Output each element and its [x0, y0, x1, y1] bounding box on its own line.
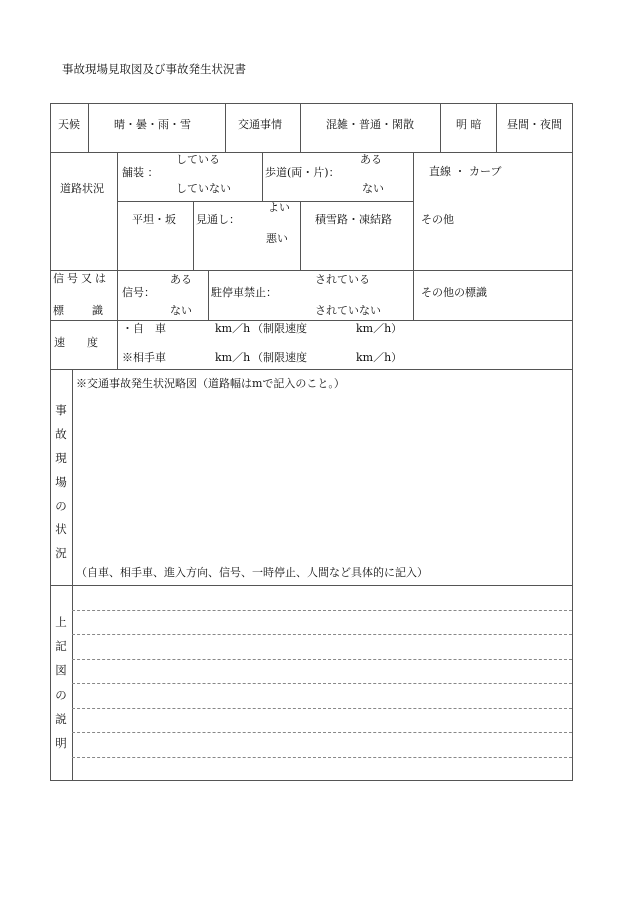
- weather-label: 天候: [58, 118, 80, 131]
- own-car-label: ・自 車: [122, 322, 166, 335]
- other-car-speed-unit: km／h: [215, 351, 251, 364]
- sidewalk-no-option[interactable]: ない: [362, 182, 384, 195]
- signal-row-label-bottom: 標 識: [53, 304, 105, 317]
- weather-options[interactable]: 晴・曇・雨・雪: [114, 118, 191, 131]
- other-car-label: ※相手車: [122, 351, 166, 364]
- slope-options[interactable]: 平坦・坂: [132, 213, 176, 226]
- parking-label: 駐停車禁止：: [211, 286, 277, 299]
- paving-yes-option[interactable]: している: [176, 153, 220, 166]
- parking-no-option[interactable]: されていない: [315, 304, 381, 317]
- own-car-limit-label: （制限速度: [252, 322, 307, 335]
- light-options[interactable]: 明 暗: [456, 118, 482, 131]
- other-signs-label: その他の標識: [421, 286, 487, 299]
- paving-no-option[interactable]: していない: [176, 182, 231, 195]
- visibility-bad-option[interactable]: 悪い: [266, 232, 288, 245]
- road-condition-label: 道路状況: [60, 182, 104, 195]
- signal-label: 信号：: [122, 286, 155, 299]
- explanation-writing-area[interactable]: [74, 588, 570, 778]
- other-car-limit-unit: km／h）: [356, 351, 403, 364]
- signal-row-label-top: 信号又は: [53, 272, 109, 285]
- signal-yes-option[interactable]: ある: [170, 273, 192, 286]
- visibility-good-option[interactable]: よい: [268, 201, 290, 214]
- own-car-limit-unit: km／h）: [356, 322, 403, 335]
- time-options[interactable]: 昼間・夜間: [507, 118, 562, 131]
- speed-label: 速 度: [54, 336, 98, 349]
- surface-options[interactable]: 積雪路・凍結路: [315, 213, 392, 226]
- scene-sketch-area[interactable]: [74, 395, 570, 563]
- paving-label: 舗装 ：: [122, 166, 159, 179]
- own-car-speed-unit: km／h: [215, 322, 251, 335]
- parking-yes-option[interactable]: されている: [315, 273, 370, 286]
- scene-footer-note: （自車、相手車、進入方向、信号、一時停止、人間など具体的に記入）: [76, 566, 428, 579]
- scene-note: ※交通事故発生状況略図（道路幅はmで記入のこと。）: [76, 377, 345, 390]
- sidewalk-label: 歩道(両・片)：: [265, 166, 340, 179]
- road-other-option[interactable]: その他: [421, 213, 454, 226]
- sidewalk-yes-option[interactable]: ある: [360, 153, 382, 166]
- visibility-label: 見通し：: [196, 213, 240, 226]
- traffic-label: 交通事情: [238, 118, 282, 131]
- signal-no-option[interactable]: ない: [170, 304, 192, 317]
- traffic-options[interactable]: 混雑・普通・閑散: [326, 118, 414, 131]
- alignment-options[interactable]: 直線 ・ カーブ: [429, 165, 502, 178]
- document-title: 事故現場見取図及び事故発生状況書: [62, 62, 246, 76]
- other-car-limit-label: （制限速度: [252, 351, 307, 364]
